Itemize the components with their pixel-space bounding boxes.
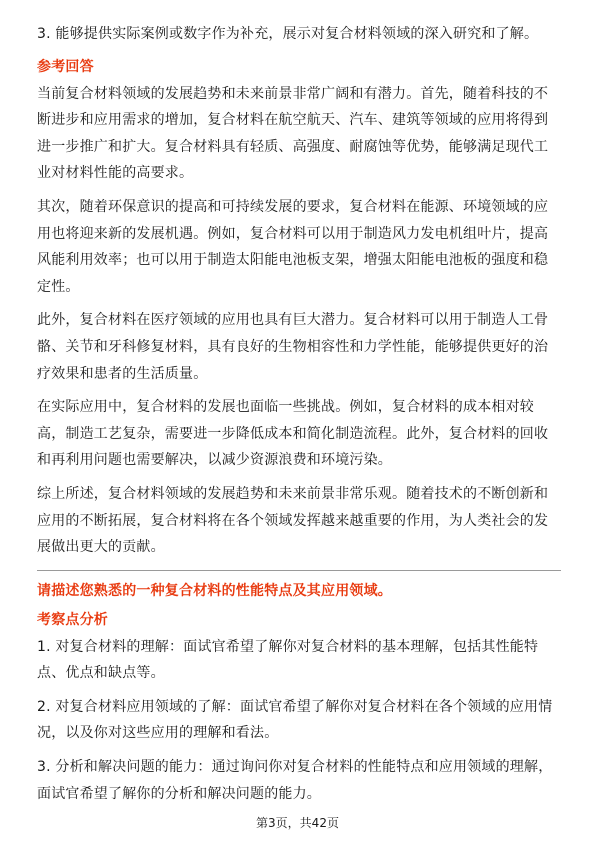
analysis-point-1: 1. 对复合材料的理解：面试官希望了解你对复合材料的基本理解，包括其性能特点、优点和缺点等。 xyxy=(37,638,539,682)
question-heading: 请描述您熟悉的一种复合材料的性能特点及其应用领域。 xyxy=(37,582,392,599)
answer-paragraph-1: 当前复合材料领域的发展趋势和未来前景非常广阔和有潜力。首先，随着科技的不断进步和应用需求的增加，复合材料在航空航天、汽车、建筑等领域的应用将得到进一步推广和扩大。复合材料具有轻质、高强度、耐腐蚀等优势，能够满足现代工业对材料性能的高要求。 xyxy=(37,85,549,182)
analysis-heading: 考察点分析 xyxy=(37,611,108,628)
answer-paragraph-5: 综上所述，复合材料领域的发展趋势和未来前景非常乐观。随着技术的不断创新和应用的不断拓展，复合材料将在各个领域发挥越来越重要的作用，为人类社会的发展做出更大的贡献。 xyxy=(37,485,549,556)
answer-paragraph-3: 此外，复合材料在医疗领域的应用也具有巨大潜力。复合材料可以用于制造人工骨骼、关节和牙科修复材料，具有良好的生物相容性和力学性能，能够提供更好的治疗效果和患者的生活质量。 xyxy=(37,312,549,382)
analysis-point-3: 3. 分析和解决问题的能力：通过询问你对复合材料的性能特点和应用领域的理解，面试官希望了解你的分析和解决问题的能力。 xyxy=(37,759,553,802)
document-page xyxy=(37,20,561,807)
page-number-footer: 第3页，共42页 xyxy=(256,816,339,830)
reference-answer-heading: 参考回答 xyxy=(37,58,94,75)
answer-paragraph-4: 在实际应用中，复合材料的发展也面临一些挑战。例如，复合材料的成本相对较高，制造工艺复杂，需要进一步降低成本和简化制造流程。此外，复合材料的回收和再利用问题也需要解决，以减少资源浪费和环境污染。 xyxy=(37,399,549,469)
section-divider xyxy=(37,570,561,571)
criteria-item-3: 3. 能够提供实际案例或数字作为补充，展示对复合材料领域的深入研究和了解。 xyxy=(37,26,539,42)
answer-paragraph-2: 其次，随着环保意识的提高和可持续发展的要求，复合材料在能源、环境领域的应用也将迎来新的发展机遇。例如，复合材料可以用于制造风力发电机组叶片，提高风能利用效率；也可以用于制造太阳能电池板支架，增强太阳能电池板的强度和稳定性。 xyxy=(37,198,549,295)
analysis-point-2: 2. 对复合材料应用领域的了解：面试官希望了解你对复合材料在各个领域的应用情况，以及你对这些应用的理解和看法。 xyxy=(37,698,553,742)
